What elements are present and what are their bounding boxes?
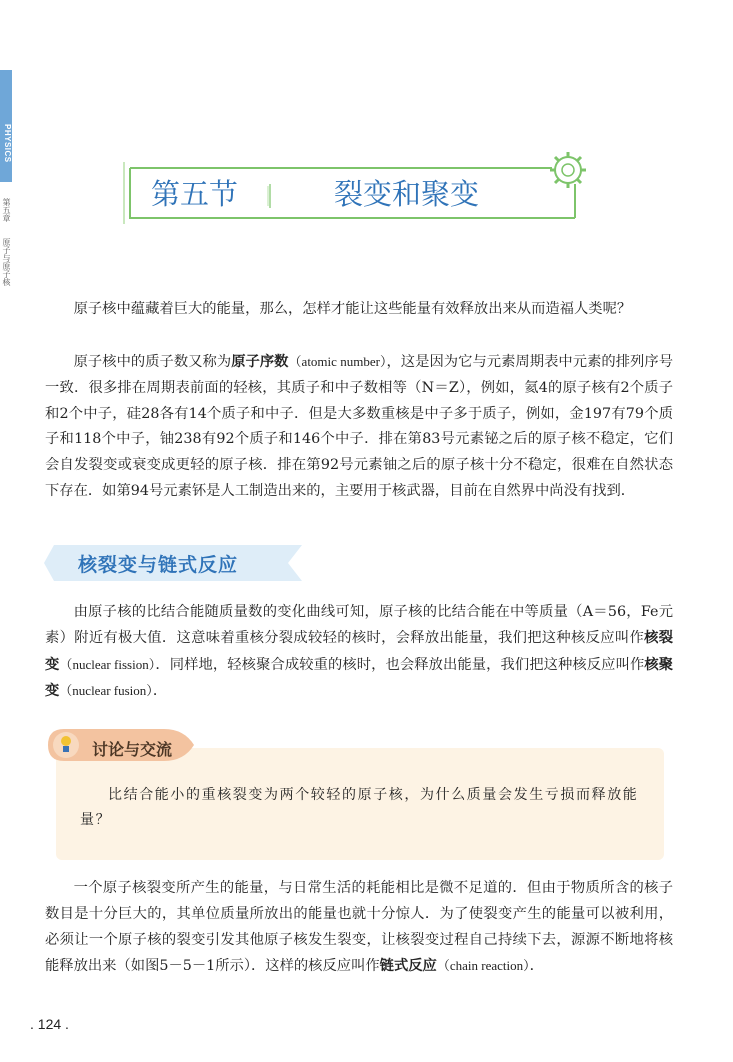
term-atomic-number: 原子序数 (231, 354, 289, 370)
gear-icon (550, 152, 586, 188)
chain-reaction-paragraph (45, 876, 673, 980)
discussion-label: 讨论与交流 (92, 740, 173, 759)
fission-text-c: ． (152, 683, 168, 700)
fission-text-b: ．同样地，轻核聚合成较重的核时，也会释放出能量，我们把这种核反应叫作 (155, 656, 645, 673)
subsection-title: 核裂变与链式反应 (78, 554, 239, 576)
term-fission-en: （nuclear fission） (59, 656, 156, 672)
side-chapter-title: 原子与原子核 (2, 238, 11, 286)
side-chapter-label: 第五章 (2, 198, 11, 222)
discussion-question: 比结合能小的重核裂变为两个较轻的原子核，为什么质量会发生亏损而释放能量？ (80, 787, 639, 828)
section-title: 裂变和聚变 (334, 177, 480, 211)
term-atomic-number-en: （atomic number） (288, 354, 387, 369)
fission-paragraph (45, 600, 673, 705)
intro-paragraph-2 (45, 349, 673, 505)
intro-text-b: ，这是因为它与元素周期表中元素的排列序号一致．很多排在周期表前面的轻核，其质子和中子数相等（N＝Z），例如，氦4的原子核有2个质子和2个中子，硅28各有14个质子和中子．但是大多数重核是中子多于质子，例如，金197有79个质子和118个中子，铀238有92个质子和146个中子．排在第83号元素铋之后的原子核不稳定，它们会自发裂变或衰变成更轻的原子核．排在第92号元素铀之后的原子核十分不稳定，很难在自然状态下存在．如第94号元素钚是人工制造出来的，主要用于核武器，目前在自然界中尚没有找到． (45, 354, 674, 499)
page-number: . 124 . (30, 1016, 69, 1032)
term-chain-reaction-en: （chain reaction） (436, 958, 530, 974)
intro-text-a: 原子核中的质子数又称为 (73, 354, 232, 370)
term-chain-reaction: 链式反应 (379, 958, 437, 975)
term-fusion: 核聚变 (45, 656, 674, 700)
term-fission: 核裂变 (45, 629, 674, 673)
physics-tab-label: PHYSICS (3, 124, 12, 163)
fission-text-a: 由原子核的比结合能随质量数的变化曲线可知，原子核的比结合能在中等质量（A＝56，Fe元素）附近有极大值．这意味着重核分裂成较轻的核时，会释放出能量，我们把这种核反应叫作 (45, 604, 673, 646)
chain-text-end: ． (529, 958, 544, 975)
section-number: 第五节 (151, 177, 239, 211)
term-fusion-en: （nuclear fusion） (59, 683, 153, 699)
intro-paragraph-1: 原子核中蕴藏着巨大的能量，那么，怎样才能让这些能量有效释放出来从而造福人类呢？ (73, 301, 632, 317)
chain-text-a: 一个原子核裂变所产生的能量，与日常生活的耗能相比是微不足道的．但由于物质所含的核子数目是十分巨大的，其单位质量所放出的能量也就十分惊人．为了使裂变产生的能量可以被利用，必须让一个原子核的裂变引发其他原子核发生裂变，让核裂变过程自己持续下去，源源不断地将核能释放出来（如图5－5－1所示）．这样的核反应叫作 (45, 880, 673, 975)
